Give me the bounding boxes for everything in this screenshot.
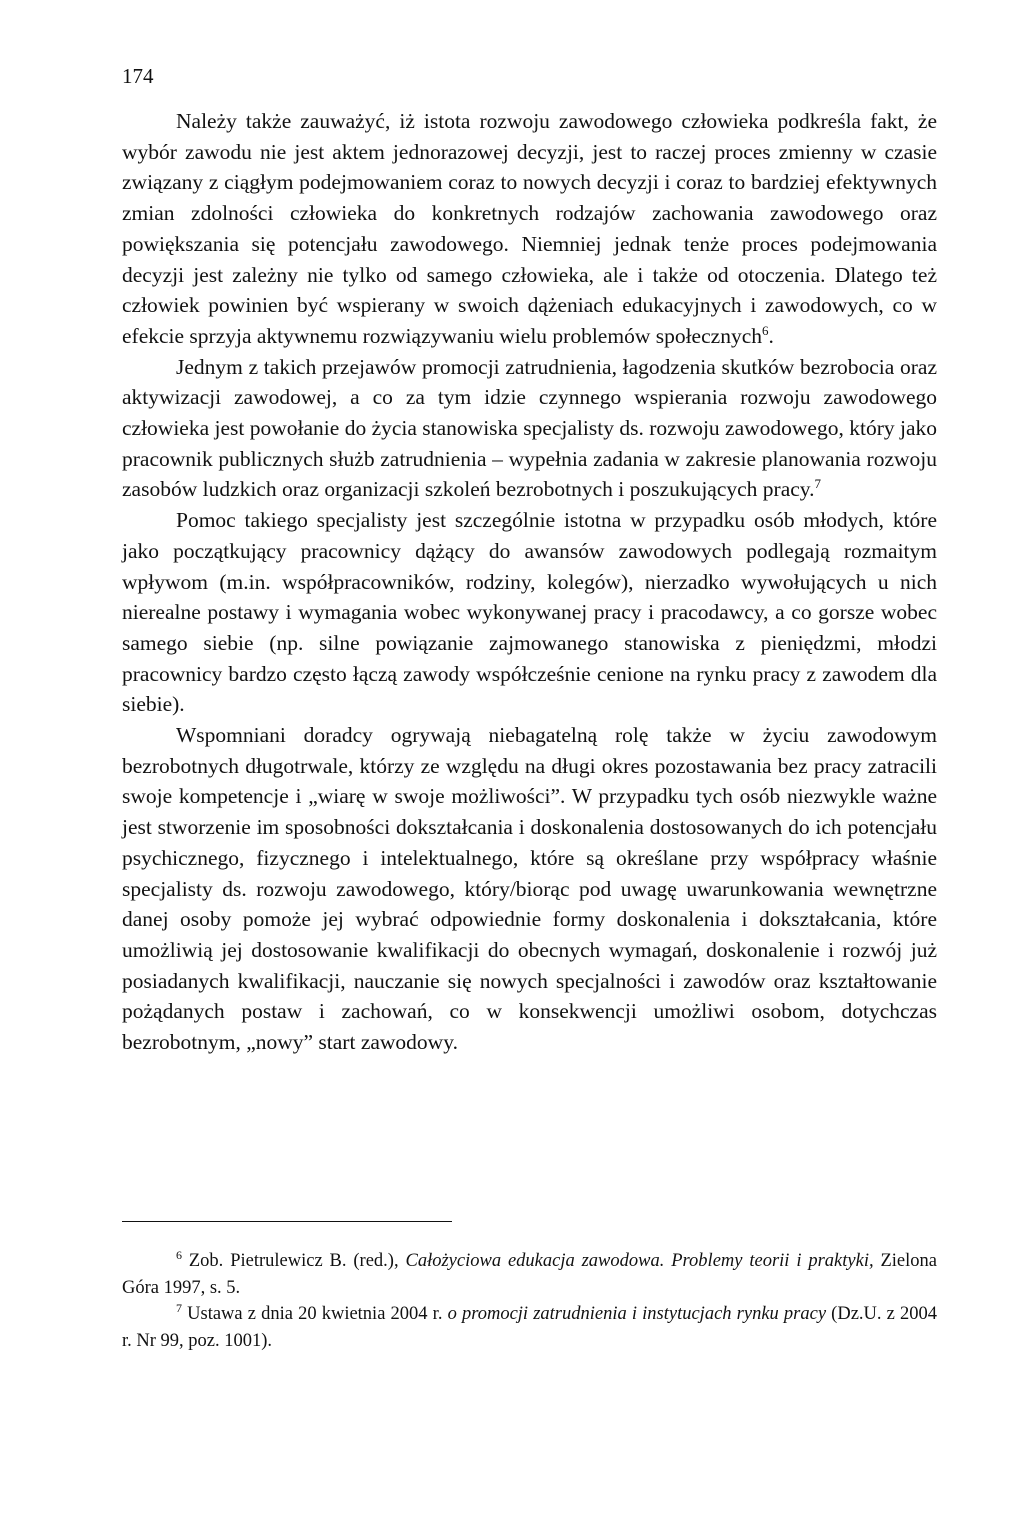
footnote-text: Zob. Pietrulewicz B. (red.), <box>182 1251 406 1271</box>
paragraph: Wspomniani doradcy ogrywają niebagatelną rolę także w życiu zawodowym bezrobotnych długotrwale, którzy ze względu na długi okres pozostawania bez pracy zatracili swoje kompetencje i „wiarę w swoje możliwości”. W przypadku tych osób niezwykle ważne jest stworzenie im sposobności dokształcania i doskonalenia dostosowanych do ich potencjału psychicznego, fizycznego i intelektualnego, które są określane przy współpracy właśnie specjalisty ds. rozwoju zawodowego, który/biorąc pod uwagę uwarunkowania wewnętrzne danej osoby pomoże jej wybrać odpowiednie formy doskonalenia i dokształcania, które umożliwią jej dostosowanie kwalifikacji do obecnych wymagań, doskonalenie i rozwój już posiadanych kwalifikacji, nauczanie się nowych specjalności i zawodów oraz kształtowanie pożądanych postaw i zachowań, co w konsekwencji umożliwi osobom, dotychczas bezrobotnym, „nowy” start zawodowy. <box>122 723 937 1055</box>
footnote-marker: 6 <box>176 1247 182 1262</box>
footnote-marker: 7 <box>176 1300 182 1315</box>
page-number: 174 <box>122 64 154 88</box>
footnote-divider <box>122 1221 452 1222</box>
footnote-text: Ustawa z dnia 20 kwietnia 2004 r. <box>182 1304 448 1324</box>
body-text <box>122 106 937 1058</box>
footnote-reference[interactable]: 6 <box>761 322 769 338</box>
footnote <box>122 1248 937 1301</box>
footnote <box>122 1301 937 1354</box>
footnotes <box>122 1248 937 1354</box>
paragraph-text: Jednym z takich przejawów promocji zatrudnienia, łagodzenia skutków bezrobocia oraz aktywizacji zawodowej, a co za tym idzie czynnego wspierania rozwoju zawodowego człowieka jest powołanie do życia stanowiska specjalisty ds. rozwoju zawodowego, który jako pracownik publicznych służb zatrudnienia – wypełnia zadania w zakresie planowania rozwoju zasobów ludzkich oraz organizacji szkoleń bezrobotnych i poszukujących pracy. <box>122 354 937 502</box>
paragraph: Pomoc takiego specjalisty jest szczególnie istotna w przypadku osób młodych, które jako początkujący pracownicy dążący do awansów zawodowych podlegają rozmaitym wpływom (m.in. współpracowników, rodziny, kolegów), nierzadko wywołujących u nich nierealne postawy i wymagania wobec wykonywanej pracy i pracodawcy, a co gorsze wobec samego siebie (np. silne powiązanie zajmowanego stanowiska z pieniędzmi, młodzi pracownicy bardzo często łączą zawody współcześnie cenione na rynku pracy z zawodem dla siebie). <box>122 508 937 717</box>
paragraph-text: Należy także zauważyć, iż istota rozwoju zawodowego człowieka podkreśla fakt, że wybór zawodu nie jest aktem jednorazowej decyzji, jest to raczej proces zmienny w czasie związany z ciągłym podejmowaniem coraz to nowych decyzji i coraz to bardziej efektywnych zmian zdolności człowieka do konkretnych rodzajów zachowania zawodowego oraz powiększania się potencjału zawodowego. Niemniej jednak tenże proces podejmowania decyzji jest zależny nie tylko od samego człowieka, ale i także od otoczenia. Dlatego też człowiek powinien być wspierany w swoich dążeniach edukacyjnych i zawodowych, co w efekcie sprzyja aktywnemu rozwiązywaniu wielu problemów społecznych <box>122 109 937 348</box>
paragraph <box>122 352 937 506</box>
paragraph <box>122 106 937 352</box>
paragraph-text: . <box>768 323 774 348</box>
footnote-title: Całożyciowa edukacja zawodowa. Problemy teorii i praktyki, <box>405 1251 874 1271</box>
footnote-text: Zielona Góra 1997, s. 5. <box>122 1251 937 1298</box>
footnote-reference[interactable]: 7 <box>814 476 822 492</box>
footnote-text: (Dz.U. z 2004 r. Nr 99, poz. 1001). <box>122 1304 937 1351</box>
footnote-title: o promocji zatrudnienia i instytucjach rynku pracy <box>447 1304 827 1324</box>
